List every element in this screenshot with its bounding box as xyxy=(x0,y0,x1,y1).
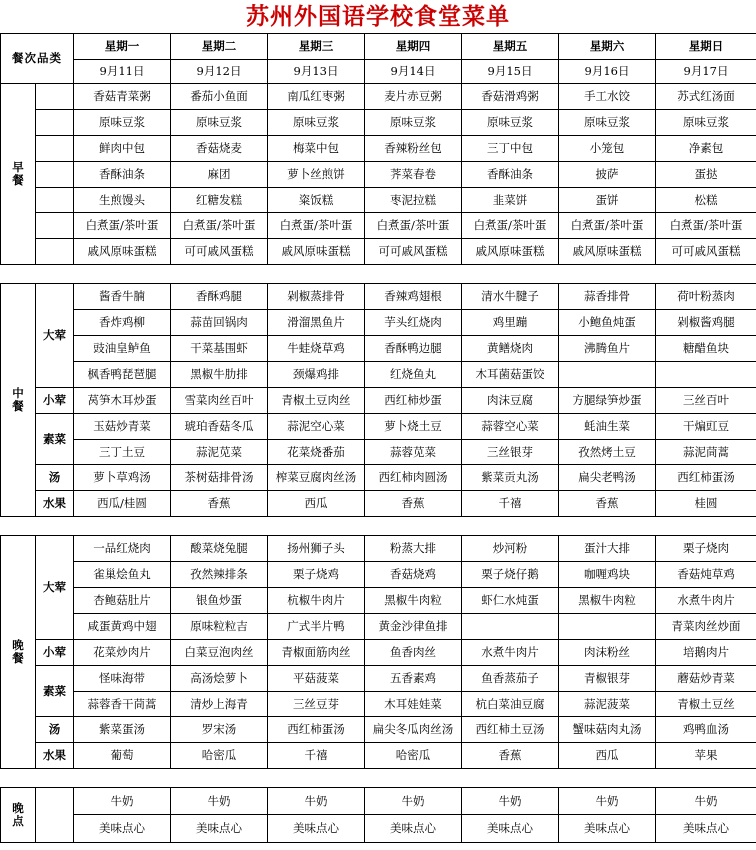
dish-cell: 枣泥拉糕 xyxy=(365,187,462,213)
dish-cell: 一品红烧肉 xyxy=(74,536,171,562)
dish-cell: 高汤烩萝卜 xyxy=(171,665,268,691)
dish-cell: 鸡鸭血汤 xyxy=(656,717,756,743)
dish-cell: 水煮牛肉片 xyxy=(462,639,559,665)
dish-cell: 牛蛙烧草鸡 xyxy=(268,336,365,362)
meal-label-char: 餐 xyxy=(12,173,24,188)
dish-cell: 苏式红汤面 xyxy=(656,84,756,110)
dish-cell: 披萨 xyxy=(559,161,656,187)
dish-cell: 麦片赤豆粥 xyxy=(365,84,462,110)
category-cell xyxy=(36,239,74,265)
dish-cell: 酱香牛腩 xyxy=(74,284,171,310)
dish-cell: 鸡里蹦 xyxy=(462,310,559,336)
dish-cell: 雪菜肉丝百叶 xyxy=(171,387,268,413)
dish-cell: 咖喱鸡块 xyxy=(559,562,656,588)
meal-label-char: 晚 xyxy=(12,801,24,816)
dish-cell: 肉沫粉丝 xyxy=(559,639,656,665)
dish-cell: 西瓜 xyxy=(268,491,365,517)
dish-cell: 虾仁水炖蛋 xyxy=(462,588,559,614)
dish-cell: 牛奶 xyxy=(559,788,656,815)
dish-cell: 茶树菇排骨汤 xyxy=(171,465,268,491)
dish-cell: 香酥鸡腿 xyxy=(171,284,268,310)
dish-cell: 枫香鸭琵琶腿 xyxy=(74,361,171,387)
category-fruit: 水果 xyxy=(36,743,74,769)
category-big-meat: 大荤 xyxy=(36,536,74,640)
dish-cell: 蒜蓉香干茼蒿 xyxy=(74,691,171,717)
dish-cell: 原味豆浆 xyxy=(559,109,656,135)
dish-cell: 原味豆浆 xyxy=(268,109,365,135)
dish-cell: 可可戚风蛋糕 xyxy=(656,239,756,265)
dish-cell: 西红柿土豆汤 xyxy=(462,717,559,743)
dish-cell: 咸蛋黄鸡中翅 xyxy=(74,613,171,639)
dish-cell: 美味点心 xyxy=(656,815,756,843)
dish-cell: 麻团 xyxy=(171,161,268,187)
dish-cell: 西红柿肉圆汤 xyxy=(365,465,462,491)
dish-cell: 原味豆浆 xyxy=(462,109,559,135)
dish-cell: 净素包 xyxy=(656,135,756,161)
dish-cell: 千禧 xyxy=(268,743,365,769)
dish-cell: 香辣鸡翅根 xyxy=(365,284,462,310)
dish-cell: 清水牛腱子 xyxy=(462,284,559,310)
category-cell xyxy=(36,84,74,110)
dish-cell: 蒜蓉苋菜 xyxy=(365,439,462,465)
dish-cell: 糖醋鱼块 xyxy=(656,336,756,362)
dish-cell: 萝卜丝煎饼 xyxy=(268,161,365,187)
day-header: 星期六 xyxy=(559,34,656,60)
dish-cell: 银鱼炒蛋 xyxy=(171,588,268,614)
dish-cell: 美味点心 xyxy=(462,815,559,843)
dish-cell: 炒河粉 xyxy=(462,536,559,562)
dish-cell: 白煮蛋/茶叶蛋 xyxy=(656,213,756,239)
dish-cell: 杭白菜油豆腐 xyxy=(462,691,559,717)
dish-cell: 红糖发糕 xyxy=(171,187,268,213)
dish-cell: 香菇炖草鸡 xyxy=(656,562,756,588)
meal-label-char: 中 xyxy=(12,386,24,401)
dish-cell: 苹果 xyxy=(656,743,756,769)
dish-cell: 香菇烧鸡 xyxy=(365,562,462,588)
dish-cell: 蟹味菇肉丸汤 xyxy=(559,717,656,743)
day-header: 星期三 xyxy=(268,34,365,60)
dish-cell: 扬州狮子头 xyxy=(268,536,365,562)
dish-cell: 香蕉 xyxy=(365,491,462,517)
dish-cell: 栗子烧肉 xyxy=(656,536,756,562)
dish-cell: 栗子烧仔鹅 xyxy=(462,562,559,588)
dish-cell: 香菇青菜粥 xyxy=(74,84,171,110)
dish-cell: 平菇菠菜 xyxy=(268,665,365,691)
dish-cell xyxy=(559,613,656,639)
dish-cell: 榨菜豆腐肉丝汤 xyxy=(268,465,365,491)
dish-cell: 豉油皇鲈鱼 xyxy=(74,336,171,362)
menu-table xyxy=(0,33,756,843)
dish-cell: 三丁中包 xyxy=(462,135,559,161)
day-header: 星期五 xyxy=(462,34,559,60)
meal-label-breakfast xyxy=(1,84,36,265)
dish-cell: 桂圆 xyxy=(656,491,756,517)
dish-cell: 戚风原味蛋糕 xyxy=(559,239,656,265)
dish-cell xyxy=(462,613,559,639)
dish-cell: 牛奶 xyxy=(171,788,268,815)
dish-cell: 牛奶 xyxy=(268,788,365,815)
dish-cell: 扁尖老鸭汤 xyxy=(559,465,656,491)
dish-cell: 栗子烧鸡 xyxy=(268,562,365,588)
dish-cell: 蘑菇炒青菜 xyxy=(656,665,756,691)
dish-cell: 香蕉 xyxy=(559,491,656,517)
dish-cell: 白煮蛋/茶叶蛋 xyxy=(559,213,656,239)
dish-cell: 香酥油条 xyxy=(74,161,171,187)
dish-cell: 生煎馒头 xyxy=(74,187,171,213)
dish-cell: 黑椒牛肋排 xyxy=(171,361,268,387)
date-header: 9月14日 xyxy=(365,60,462,84)
dish-cell: 培鹅肉片 xyxy=(656,639,756,665)
dish-cell: 青菜肉丝炒面 xyxy=(656,613,756,639)
dish-cell: 杭椒牛肉片 xyxy=(268,588,365,614)
dish-cell: 牛奶 xyxy=(74,788,171,815)
dish-cell: 西瓜 xyxy=(559,743,656,769)
dish-cell: 蒜香排骨 xyxy=(559,284,656,310)
dish-cell: 蒜泥茼蒿 xyxy=(656,439,756,465)
category-big-meat: 大荤 xyxy=(36,284,74,388)
dish-cell xyxy=(656,361,756,387)
dish-cell: 白煮蛋/茶叶蛋 xyxy=(268,213,365,239)
dish-cell: 戚风原味蛋糕 xyxy=(268,239,365,265)
dish-cell: 黄金沙律鱼排 xyxy=(365,613,462,639)
dish-cell: 五香素鸡 xyxy=(365,665,462,691)
dish-cell: 西红柿炒蛋 xyxy=(365,387,462,413)
dish-cell: 三丝豆芽 xyxy=(268,691,365,717)
dish-cell: 戚风原味蛋糕 xyxy=(462,239,559,265)
dish-cell: 戚风原味蛋糕 xyxy=(74,239,171,265)
dish-cell: 青椒面筋肉丝 xyxy=(268,639,365,665)
dish-cell: 萝卜草鸡汤 xyxy=(74,465,171,491)
day-header: 星期一 xyxy=(74,34,171,60)
dish-cell: 香菇滑鸡粥 xyxy=(462,84,559,110)
dish-cell: 南瓜红枣粥 xyxy=(268,84,365,110)
dish-cell: 芋头红烧肉 xyxy=(365,310,462,336)
dish-cell: 三丝银芽 xyxy=(462,439,559,465)
dish-cell: 孜然辣排条 xyxy=(171,562,268,588)
dish-cell: 鱼香肉丝 xyxy=(365,639,462,665)
dish-cell: 鱼香蒸茄子 xyxy=(462,665,559,691)
category-cell xyxy=(36,161,74,187)
day-header: 星期二 xyxy=(171,34,268,60)
dish-cell: 萝卜烧土豆 xyxy=(365,413,462,439)
dish-cell: 白煮蛋/茶叶蛋 xyxy=(462,213,559,239)
dish-cell: 西红柿蛋汤 xyxy=(268,717,365,743)
dish-cell: 小鲍鱼炖蛋 xyxy=(559,310,656,336)
date-header: 9月17日 xyxy=(656,60,756,84)
dish-cell: 三丁土豆 xyxy=(74,439,171,465)
meal-label-dinner xyxy=(1,536,36,769)
dish-cell: 千禧 xyxy=(462,491,559,517)
dish-cell: 剁椒蒸排骨 xyxy=(268,284,365,310)
dish-cell: 梅菜中包 xyxy=(268,135,365,161)
dish-cell: 小笼包 xyxy=(559,135,656,161)
dish-cell: 原味豆浆 xyxy=(365,109,462,135)
dish-cell: 白煮蛋/茶叶蛋 xyxy=(74,213,171,239)
date-header: 9月15日 xyxy=(462,60,559,84)
dish-cell: 方腿绿笋炒蛋 xyxy=(559,387,656,413)
dish-cell: 木耳娃娃菜 xyxy=(365,691,462,717)
dish-cell: 紫菜贡丸汤 xyxy=(462,465,559,491)
dish-cell: 黑椒牛肉粒 xyxy=(365,588,462,614)
category-veg: 素菜 xyxy=(36,413,74,465)
category-cell xyxy=(36,213,74,239)
dish-cell: 白煮蛋/茶叶蛋 xyxy=(171,213,268,239)
dish-cell: 蒜泥菠菜 xyxy=(559,691,656,717)
dish-cell: 美味点心 xyxy=(268,815,365,843)
dish-cell: 荠菜春卷 xyxy=(365,161,462,187)
dish-cell: 酸菜烧兔腿 xyxy=(171,536,268,562)
dish-cell: 颈爆鸡排 xyxy=(268,361,365,387)
date-header: 9月12日 xyxy=(171,60,268,84)
category-cell xyxy=(36,788,74,843)
separator xyxy=(1,265,756,284)
dish-cell: 广式半片鸭 xyxy=(268,613,365,639)
dish-cell: 葡萄 xyxy=(74,743,171,769)
date-header: 9月13日 xyxy=(268,60,365,84)
dish-cell: 木耳菌菇蛋饺 xyxy=(462,361,559,387)
meal-label-char: 晚 xyxy=(12,638,24,653)
meal-label-snack xyxy=(1,788,36,843)
dish-cell: 蛋挞 xyxy=(656,161,756,187)
dish-cell: 美味点心 xyxy=(559,815,656,843)
dish-cell: 紫菜蛋汤 xyxy=(74,717,171,743)
dish-cell: 干煸豇豆 xyxy=(656,413,756,439)
dish-cell: 花菜炒肉片 xyxy=(74,639,171,665)
category-small-meat: 小荤 xyxy=(36,639,74,665)
dish-cell: 香辣粉丝包 xyxy=(365,135,462,161)
separator xyxy=(1,517,756,536)
dish-cell: 原味粒粒吉 xyxy=(171,613,268,639)
dish-cell: 原味豆浆 xyxy=(74,109,171,135)
dish-cell: 手工水饺 xyxy=(559,84,656,110)
meal-label-char: 餐 xyxy=(12,651,24,666)
dish-cell: 干菜基围虾 xyxy=(171,336,268,362)
dish-cell: 西红柿蛋汤 xyxy=(656,465,756,491)
dish-cell: 剁椒酱鸡腿 xyxy=(656,310,756,336)
dish-cell: 杏鲍菇肚片 xyxy=(74,588,171,614)
dish-cell: 怪味海带 xyxy=(74,665,171,691)
dish-cell: 牛奶 xyxy=(656,788,756,815)
dish-cell: 清炒上海青 xyxy=(171,691,268,717)
dish-cell: 哈密瓜 xyxy=(171,743,268,769)
meal-label-lunch xyxy=(1,284,36,517)
meal-label-char: 点 xyxy=(12,814,24,829)
dish-cell: 沸腾鱼片 xyxy=(559,336,656,362)
dish-cell: 牛奶 xyxy=(365,788,462,815)
category-cell xyxy=(36,135,74,161)
dish-cell: 美味点心 xyxy=(171,815,268,843)
dish-cell: 香菇烧麦 xyxy=(171,135,268,161)
dish-cell: 蚝油生菜 xyxy=(559,413,656,439)
dish-cell: 香酥鸭边腿 xyxy=(365,336,462,362)
dish-cell: 蒜泥空心菜 xyxy=(268,413,365,439)
dish-cell: 韭菜饼 xyxy=(462,187,559,213)
day-header: 星期四 xyxy=(365,34,462,60)
date-header: 9月16日 xyxy=(559,60,656,84)
menu-title: 苏州外国语学校食堂菜单 xyxy=(246,3,510,30)
dish-cell: 原味豆浆 xyxy=(656,109,756,135)
dish-cell: 番茄小鱼面 xyxy=(171,84,268,110)
category-soup: 汤 xyxy=(36,717,74,743)
dish-cell: 荷叶粉蒸肉 xyxy=(656,284,756,310)
dish-cell: 香酥油条 xyxy=(462,161,559,187)
dish-cell: 白菜豆泡肉丝 xyxy=(171,639,268,665)
day-header: 星期日 xyxy=(656,34,756,60)
dish-cell: 原味豆浆 xyxy=(171,109,268,135)
dish-cell: 玉菇炒青菜 xyxy=(74,413,171,439)
dish-cell: 香蕉 xyxy=(462,743,559,769)
dish-cell: 琥珀香菇冬瓜 xyxy=(171,413,268,439)
category-veg: 素菜 xyxy=(36,665,74,717)
dish-cell: 蒜蓉空心菜 xyxy=(462,413,559,439)
separator xyxy=(1,769,756,788)
dish-cell: 牛奶 xyxy=(462,788,559,815)
dish-cell: 哈密瓜 xyxy=(365,743,462,769)
dish-cell: 花菜烧番茄 xyxy=(268,439,365,465)
dish-cell: 青椒土豆肉丝 xyxy=(268,387,365,413)
dish-cell xyxy=(559,361,656,387)
dish-cell: 松糕 xyxy=(656,187,756,213)
category-soup: 汤 xyxy=(36,465,74,491)
dish-cell: 滑溜黑鱼片 xyxy=(268,310,365,336)
dish-cell: 蒜苗回锅肉 xyxy=(171,310,268,336)
dish-cell: 白煮蛋/茶叶蛋 xyxy=(365,213,462,239)
dish-cell: 罗宋汤 xyxy=(171,717,268,743)
dish-cell: 粢饭糕 xyxy=(268,187,365,213)
dish-cell: 莴笋木耳炒蛋 xyxy=(74,387,171,413)
dish-cell: 美味点心 xyxy=(365,815,462,843)
dish-cell: 红烧鱼丸 xyxy=(365,361,462,387)
dish-cell: 水煮牛肉片 xyxy=(656,588,756,614)
dish-cell: 鲜肉中包 xyxy=(74,135,171,161)
category-cell xyxy=(36,187,74,213)
header-corner: 餐次品类 xyxy=(1,34,74,84)
dish-cell: 三丝百叶 xyxy=(656,387,756,413)
category-small-meat: 小荤 xyxy=(36,387,74,413)
dish-cell: 美味点心 xyxy=(74,815,171,843)
date-header: 9月11日 xyxy=(74,60,171,84)
dish-cell: 香蕉 xyxy=(171,491,268,517)
dish-cell: 可可戚风蛋糕 xyxy=(171,239,268,265)
dish-cell: 粉蒸大排 xyxy=(365,536,462,562)
dish-cell: 蒜泥苋菜 xyxy=(171,439,268,465)
dish-cell: 蛋饼 xyxy=(559,187,656,213)
meal-label-char: 餐 xyxy=(12,399,24,414)
dish-cell: 青椒土豆丝 xyxy=(656,691,756,717)
dish-cell: 肉沫豆腐 xyxy=(462,387,559,413)
dish-cell: 孜然烤土豆 xyxy=(559,439,656,465)
dish-cell: 扁尖冬瓜肉丝汤 xyxy=(365,717,462,743)
dish-cell: 雀巢烩鱼丸 xyxy=(74,562,171,588)
dish-cell: 蛋汁大排 xyxy=(559,536,656,562)
dish-cell: 西瓜/桂圆 xyxy=(74,491,171,517)
category-cell xyxy=(36,109,74,135)
category-fruit: 水果 xyxy=(36,491,74,517)
dish-cell: 黄鳝烧肉 xyxy=(462,336,559,362)
dish-cell: 黑椒牛肉粒 xyxy=(559,588,656,614)
meal-label-char: 早 xyxy=(12,160,24,175)
dish-cell: 香炸鸡柳 xyxy=(74,310,171,336)
dish-cell: 可可戚风蛋糕 xyxy=(365,239,462,265)
dish-cell: 青椒银芽 xyxy=(559,665,656,691)
